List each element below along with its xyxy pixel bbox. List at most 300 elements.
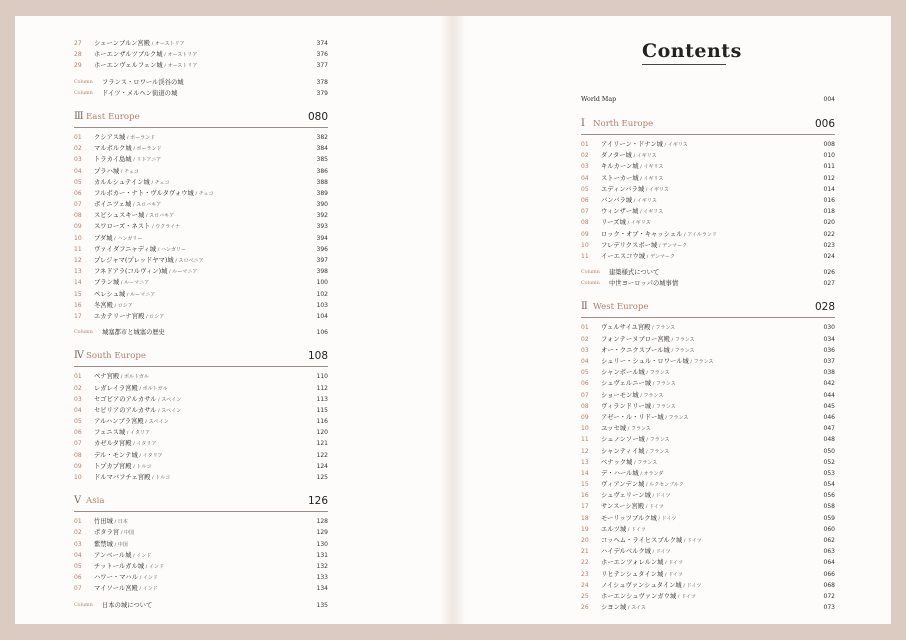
section-page: 028	[814, 301, 835, 314]
entry-page: 063	[823, 548, 835, 556]
entry-name: エルツ城	[601, 525, 627, 533]
toc-entry	[74, 244, 328, 255]
entry-page: 037	[823, 358, 835, 365]
entry-number: 21	[581, 548, 589, 556]
entry-country: ドイツ	[687, 538, 702, 544]
entry-name: リヒテンシュタイン城	[601, 570, 664, 578]
entry-number: 16	[74, 301, 82, 309]
section-page: 126	[307, 495, 328, 508]
entry-page: 042	[823, 380, 835, 388]
entry-name: リーズ城	[601, 219, 626, 227]
entry-number: 08	[74, 212, 82, 220]
entry-country: 日本	[117, 519, 128, 526]
entry-country: アイルランド	[687, 231, 717, 238]
entry-country: イギリス	[643, 164, 664, 171]
entry-number: 01	[581, 141, 589, 148]
entry-name: レガレイラ宮殿	[94, 384, 138, 392]
entry-name: ヴィアンデン城	[601, 481, 645, 489]
entry-separator: /	[651, 381, 656, 388]
column-page: 106	[316, 329, 328, 337]
entry-name: シュノンソー城	[601, 436, 645, 444]
entry-country: ルクセンブルク	[649, 482, 684, 489]
entry-name: プレジャマ(プレッドヤマ)城	[94, 257, 174, 264]
entry-separator: /	[650, 325, 656, 332]
entry-page: 103	[316, 301, 328, 309]
right-toc-column	[581, 94, 835, 613]
entry-name: アンベール城	[94, 551, 132, 559]
toc-entry	[74, 177, 328, 188]
entry-page: 128	[316, 518, 328, 526]
entry-country: スロバキア	[136, 202, 162, 209]
entry-number: 03	[74, 395, 82, 403]
entry-number: 05	[581, 185, 589, 193]
entry-number: 17	[581, 503, 589, 511]
entry-number: 23	[581, 570, 589, 578]
entry-number: 07	[74, 201, 82, 209]
entry-country: フランス	[655, 381, 676, 388]
entry-page: 389	[316, 189, 328, 197]
section-title: Asia	[86, 496, 105, 507]
contents-heading: Contents	[642, 40, 742, 62]
entry-separator: /	[669, 347, 675, 354]
entry-number: 22	[581, 559, 589, 567]
entry-page: 115	[316, 406, 328, 414]
column-label: Column	[581, 281, 600, 287]
section-title: South Europe	[86, 351, 146, 362]
entry-name: ボイニツェ城	[94, 201, 132, 209]
entry-separator: /	[644, 186, 650, 193]
entry-number: 12	[581, 447, 589, 455]
entry-country: ドイツ	[668, 560, 684, 567]
entry-name: スワローズ・ネスト	[94, 223, 151, 231]
entry-separator: /	[669, 336, 675, 343]
entry-country: オーストリア	[167, 52, 198, 59]
entry-page: 073	[823, 604, 835, 612]
entry-number: 17	[74, 312, 82, 320]
entry-separator: /	[663, 560, 669, 567]
entry-page: 058	[823, 503, 835, 511]
entry-separator: /	[112, 519, 118, 526]
entry-country: フランス	[668, 414, 689, 421]
toc-entry	[581, 161, 835, 172]
entry-separator: /	[657, 242, 663, 249]
entry-page: 024	[823, 252, 835, 260]
entry-separator: /	[150, 224, 156, 231]
toc-entry	[581, 457, 835, 468]
entry-separator: /	[119, 374, 125, 381]
entry-number: 16	[581, 492, 589, 500]
toc-entry	[581, 535, 835, 546]
section-heading	[581, 295, 835, 318]
entry-page: 056	[823, 492, 835, 500]
entry-page: 122	[316, 451, 328, 459]
entry-number: 19	[581, 525, 589, 533]
entry-name: エカテリーナ宮殿	[94, 312, 145, 320]
entry-title	[94, 311, 164, 323]
entry-page: 054	[823, 481, 835, 489]
entry-separator: /	[638, 209, 644, 216]
entry-country: イタリア	[142, 452, 163, 459]
entry-number: 06	[581, 196, 589, 204]
entry-page: 133	[316, 574, 328, 582]
entry-name: シヨン城	[601, 604, 627, 612]
toc-entry	[581, 490, 835, 501]
entry-name: ポタラ宮	[94, 529, 120, 537]
entry-number: 10	[74, 234, 82, 242]
entry-country: ハンガリー	[160, 246, 186, 253]
entry-number: 04	[74, 551, 82, 559]
entry-name: オー・クニクスブール城	[601, 346, 670, 354]
entry-country: スペイン	[161, 407, 182, 414]
entry-country: ロシア	[149, 313, 165, 320]
toc-entry	[74, 199, 328, 210]
entry-country: ポルトガル	[142, 385, 168, 392]
entry-country: デンマーク	[662, 242, 688, 249]
entry-page: 131	[316, 551, 328, 559]
entry-name: シャンティイ城	[601, 447, 645, 455]
section-title: East Europe	[86, 111, 140, 122]
entry-country: フランス	[649, 370, 670, 377]
entry-name: ロック・オブ・キャッシェル	[601, 230, 683, 238]
entry-country: ルーマニア	[124, 280, 150, 287]
toc-column-entry	[74, 88, 328, 99]
entry-country: インド	[142, 586, 158, 593]
toc-entry	[581, 591, 835, 602]
entry-name: ハワー・マハル	[94, 574, 139, 582]
entry-separator: /	[119, 168, 125, 175]
entry-country: フランス	[655, 325, 676, 332]
entry-separator: /	[193, 190, 199, 197]
entry-number: 14	[581, 469, 589, 477]
entry-number: 14	[74, 279, 82, 287]
entry-separator: /	[632, 197, 637, 204]
toc-entry	[74, 572, 328, 583]
column-title: 城塞都市と城塞の歴史	[102, 329, 165, 337]
toc-entry	[74, 416, 328, 427]
entry-country: フランス	[674, 336, 695, 343]
entry-page: 397	[316, 257, 328, 264]
entry-page: 390	[316, 201, 328, 209]
entry-separator: /	[156, 246, 161, 253]
entry-page: 018	[823, 208, 835, 216]
entry-number: 11	[581, 436, 589, 444]
entry-number: 01	[581, 324, 589, 332]
section-page: 108	[307, 350, 328, 363]
entry-name: フェニス城	[94, 429, 126, 437]
entry-page: 393	[316, 223, 328, 231]
entry-separator: /	[162, 63, 168, 70]
toc-entry	[74, 561, 328, 572]
toc-entry	[581, 569, 835, 580]
entry-page: 116	[316, 418, 328, 426]
entry-separator: /	[682, 231, 688, 238]
entry-name: ヴァイダフニャディ城	[94, 245, 157, 253]
entry-separator: /	[131, 463, 137, 470]
entry-page: 102	[316, 290, 328, 298]
section-heading	[74, 105, 328, 128]
entry-name: アゼー・ル・リドー城	[601, 413, 664, 421]
entry-number: 09	[581, 413, 589, 421]
entry-number: 02	[74, 145, 82, 153]
entry-page: 068	[823, 581, 835, 589]
entry-number: 06	[74, 429, 82, 437]
toc-entry	[581, 184, 835, 195]
entry-country: フランス	[674, 347, 695, 354]
entry-country: イギリス	[643, 175, 664, 182]
entry-page: 059	[823, 514, 835, 522]
entry-name: バンバラ城	[601, 196, 633, 204]
entry-country: ドイツ	[631, 526, 646, 533]
entry-page: 030	[823, 324, 835, 332]
entry-separator: /	[625, 220, 631, 227]
toc-entry	[581, 412, 835, 423]
toc-entry	[74, 383, 328, 394]
entry-number: 04	[581, 358, 589, 365]
entry-country: オーストリア	[154, 41, 185, 47]
entry-page: 125	[316, 474, 328, 481]
entry-page: 129	[316, 529, 328, 537]
toc-entry	[74, 60, 328, 71]
entry-separator: /	[144, 313, 150, 320]
entry-number: 10	[581, 241, 589, 249]
toc-column-entry	[581, 267, 835, 278]
entry-country: インド	[136, 552, 152, 559]
entry-number: 02	[581, 152, 589, 160]
entry-separator: /	[645, 253, 650, 260]
entry-page: 396	[316, 245, 328, 253]
entry-country: フランス	[643, 392, 664, 399]
toc-entry	[74, 450, 328, 461]
entry-country: チェコ	[154, 179, 170, 186]
entry-page: 014	[823, 185, 835, 193]
entry-title	[94, 583, 158, 595]
entry-name: ウィンザー城	[601, 208, 639, 216]
entry-number: 13	[74, 268, 82, 276]
toc-entry	[581, 446, 835, 457]
toc-entry	[74, 143, 328, 154]
entry-number: 06	[74, 189, 82, 197]
column-label: Column	[74, 90, 93, 96]
entry-separator: /	[644, 482, 650, 489]
entry-page: 112	[316, 384, 328, 392]
toc-entry	[74, 49, 328, 60]
contents-heading-rule	[642, 64, 726, 65]
book-gutter	[440, 16, 466, 624]
toc-entry	[581, 217, 835, 228]
entry-number: 29	[74, 62, 82, 70]
toc-entry	[74, 539, 328, 550]
entry-separator: /	[137, 586, 143, 593]
entry-separator: /	[131, 146, 137, 153]
entry-name: クシアス城	[94, 133, 126, 141]
section-roman-numeral: Ⅲ	[74, 110, 84, 122]
toc-column-entry	[74, 327, 328, 338]
entry-name: ペナ宮殿	[94, 373, 120, 381]
entry-title	[601, 602, 646, 614]
column-label: Column	[74, 602, 93, 608]
entry-country: チェコ	[124, 168, 139, 175]
column-page: 135	[316, 601, 328, 609]
entry-number: 07	[581, 391, 589, 399]
entry-separator: /	[688, 359, 694, 365]
entry-page: 038	[823, 369, 835, 377]
entry-name: トラカイ島城	[94, 156, 132, 164]
entry-number: 04	[74, 167, 82, 175]
entry-country: インド	[148, 563, 164, 570]
column-label: Column	[74, 330, 93, 336]
toc-entry	[74, 277, 328, 288]
entry-number: 11	[581, 252, 589, 260]
section-heading	[74, 489, 328, 512]
toc-entry	[74, 210, 328, 221]
entry-separator: /	[644, 448, 650, 455]
entry-name: ストーカー城	[601, 174, 639, 182]
entry-country: オランダ	[643, 470, 664, 477]
entry-name: シェーンブルン宮殿	[94, 40, 151, 47]
toc-entry	[74, 461, 328, 472]
entry-page: 023	[823, 241, 835, 249]
entry-page: 010	[823, 152, 835, 160]
entry-country: イギリス	[636, 153, 657, 160]
toc-entry	[581, 173, 835, 184]
entry-name: チットールガル城	[94, 562, 145, 570]
entry-country: スペイン	[148, 419, 169, 426]
entry-country: ポルトガル	[124, 374, 149, 381]
entry-number: 03	[581, 163, 589, 171]
entry-name: ドルマバフチェ宮殿	[94, 474, 151, 481]
entry-page: 113	[316, 395, 328, 403]
entry-name: モーリッツブルク城	[601, 514, 657, 522]
entry-page: 045	[823, 402, 835, 410]
entry-page: 124	[316, 462, 328, 470]
entry-page: 130	[316, 540, 328, 548]
entry-page: 376	[316, 51, 328, 59]
toc-entry	[581, 150, 835, 161]
entry-number: 07	[581, 208, 589, 216]
entry-name: キルカーン城	[601, 163, 639, 171]
entry-separator: /	[167, 269, 173, 276]
toc-entry	[581, 501, 835, 512]
entry-separator: /	[663, 571, 669, 578]
section-page: 080	[307, 110, 328, 123]
entry-separator: /	[173, 258, 179, 264]
entry-separator: /	[131, 441, 137, 448]
entry-name: カルルシュテイン城	[94, 178, 150, 186]
entry-name: トプカプ宮殿	[94, 462, 132, 470]
entry-page: 020	[823, 219, 835, 227]
entry-country: イタリア	[130, 430, 151, 437]
entry-separator: /	[131, 157, 137, 164]
entry-name: フォンテーヌブロー宮殿	[601, 335, 670, 343]
entry-number: 03	[74, 540, 82, 548]
entry-name: ホーエンヴェルフェン城	[94, 62, 163, 70]
entry-name: ブラン城	[94, 279, 120, 287]
entry-page: 121	[316, 440, 328, 448]
section-roman-numeral: Ⅱ	[581, 301, 588, 313]
toc-entry	[74, 527, 328, 538]
entry-name: シュヴェリーン城	[601, 492, 651, 500]
world-map-page: 004	[823, 96, 835, 103]
entry-separator: /	[149, 179, 155, 186]
entry-separator: /	[631, 153, 637, 160]
entry-number: 24	[581, 581, 589, 589]
toc-entry	[74, 472, 328, 483]
entry-page: 392	[316, 212, 328, 220]
entry-name: ダノター城	[601, 152, 632, 160]
toc-entry	[581, 240, 835, 251]
column-title: 建築様式について	[609, 269, 660, 277]
entry-page: 120	[316, 429, 328, 437]
toc-entry	[74, 188, 328, 199]
entry-name: ノイシュヴァンシュタイン城	[601, 581, 682, 589]
entry-name: ハイデルベルク城	[601, 548, 651, 556]
entry-number: 10	[74, 474, 82, 481]
entry-number: 01	[74, 373, 82, 381]
entry-country: ドイツ	[649, 504, 664, 511]
entry-country: イギリス	[630, 220, 651, 227]
entry-separator: /	[656, 515, 662, 522]
entry-separator: /	[137, 385, 143, 392]
column-title: フランス・ロワール渓谷の城	[102, 78, 184, 86]
entry-title	[94, 472, 170, 484]
toc-entry	[581, 401, 835, 412]
entry-country: 中国	[124, 530, 135, 537]
entry-country: ルーマニア	[130, 291, 156, 298]
toc-entry	[74, 394, 328, 405]
toc-entry	[581, 434, 835, 445]
entry-name: 竹田城	[94, 518, 113, 526]
entry-separator: /	[162, 52, 168, 59]
entry-country: ドイツ	[681, 593, 696, 600]
entry-page: 398	[316, 268, 328, 276]
entry-name: フネドアラ(コルヴィン)城	[94, 268, 168, 276]
entry-country: オーストリア	[167, 63, 198, 70]
toc-entry	[74, 255, 328, 266]
entry-separator: /	[681, 582, 687, 589]
entry-separator: /	[156, 396, 162, 403]
entry-number: 03	[74, 156, 82, 164]
entry-country: フランス	[649, 437, 670, 444]
entry-page: 048	[823, 436, 835, 444]
column-label: Column	[74, 79, 93, 85]
entry-page: 012	[823, 174, 835, 182]
entry-page: 388	[316, 178, 328, 186]
entry-name: デ・ハール城	[601, 469, 639, 477]
entry-country: トルコ	[136, 463, 152, 470]
entry-number: 05	[74, 178, 82, 186]
entry-name: サンスーシ宮殿	[601, 503, 645, 511]
entry-country: チェコ	[198, 190, 214, 197]
entry-title	[601, 251, 675, 263]
entry-name: ユッセ城	[601, 425, 627, 433]
entry-separator: /	[150, 475, 156, 481]
entry-country: ポーランド	[130, 134, 156, 141]
entry-country: ドイツ	[668, 571, 683, 578]
entry-country: ドイツ	[661, 515, 677, 522]
entry-page: 050	[823, 447, 835, 455]
toc-entry	[581, 602, 835, 613]
entry-separator: /	[143, 419, 149, 426]
toc-entry	[581, 390, 835, 401]
entry-separator: /	[682, 538, 688, 544]
toc-entry	[74, 233, 328, 244]
entry-page: 382	[316, 133, 328, 141]
entry-separator: /	[112, 235, 118, 242]
entry-page: 046	[823, 413, 835, 421]
entry-name: シュヴェルニー城	[601, 380, 651, 388]
entry-name: ホーエンツォレルン城	[601, 559, 664, 567]
entry-name: フルボカー・ナト・ヴルタヴォウ城	[94, 189, 194, 197]
